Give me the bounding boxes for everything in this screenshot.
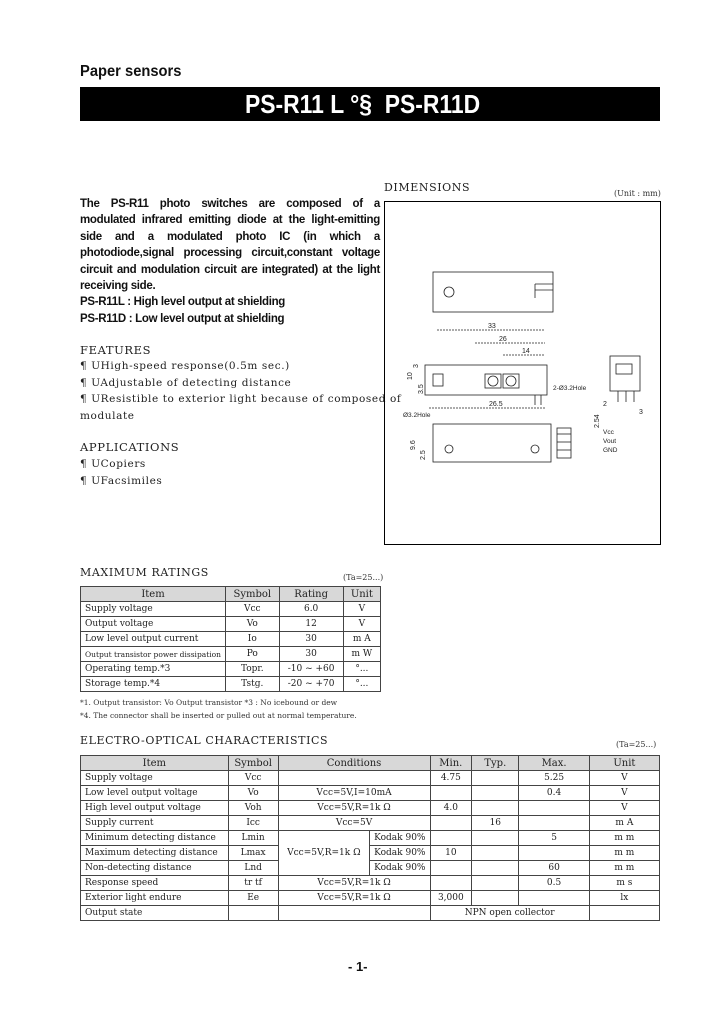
cell: Vcc=5V,R=1k Ω	[278, 831, 370, 876]
cell	[519, 846, 589, 861]
cell: V	[343, 617, 380, 632]
cell: 4.0	[430, 801, 472, 816]
intro-line: circuit and modulation circuit are integrated) at the light	[80, 263, 380, 276]
cell	[278, 906, 430, 921]
cell: Topr.	[226, 662, 280, 677]
cell	[519, 891, 589, 906]
table-row	[81, 662, 381, 677]
dim-3: 3	[413, 364, 420, 368]
dim-26-5: 26.5	[489, 401, 503, 408]
table-row	[81, 602, 381, 617]
intro-line: PS-R11D : Low level output at shielding	[80, 312, 285, 325]
table-row	[81, 816, 660, 831]
cell: Minimum detecting distance	[81, 831, 229, 846]
cell	[519, 816, 589, 831]
cell: Supply voltage	[81, 602, 226, 617]
cell	[430, 786, 472, 801]
table-row	[81, 906, 660, 921]
cell: V	[589, 771, 659, 786]
cell: Supply voltage	[81, 771, 229, 786]
column-header: Symbol	[228, 756, 278, 771]
cell: 5.25	[519, 771, 589, 786]
cell: Vo	[226, 617, 280, 632]
cell: Vcc=5V	[278, 816, 430, 831]
cell: Vcc=5V,R=1k Ω	[278, 876, 430, 891]
cell: Supply current	[81, 816, 229, 831]
cell	[472, 891, 519, 906]
intro-line: photodiode,signal processing circuit,constant voltage	[80, 247, 380, 260]
cell: Lnd	[228, 861, 278, 876]
table-row	[81, 861, 660, 876]
dimensions-heading: DIMENSIONS	[384, 181, 471, 194]
cell	[472, 771, 519, 786]
column-header: Item	[81, 587, 226, 602]
cell: Vcc	[228, 771, 278, 786]
eo-condition: (Ta=25...)	[616, 740, 657, 749]
cell: Non-detecting distance	[81, 861, 229, 876]
cell: °...	[343, 677, 380, 692]
cell: Operating temp.*3	[81, 662, 226, 677]
cell: m m	[589, 831, 659, 846]
cell: Response speed	[81, 876, 229, 891]
intro-paragraph	[80, 196, 380, 327]
cell: m A	[589, 816, 659, 831]
cell: 3,000	[430, 891, 472, 906]
cell: Po	[226, 647, 280, 662]
cell: V	[589, 786, 659, 801]
cell	[472, 861, 519, 876]
cell: Storage temp.*4	[81, 677, 226, 692]
feature-item: modulate	[80, 409, 135, 422]
cell: m m	[589, 846, 659, 861]
cell: Tstg.	[226, 677, 280, 692]
cell: 12	[279, 617, 343, 632]
cell: -10 ~ +60	[279, 662, 343, 677]
cell	[519, 801, 589, 816]
cell: Output voltage	[81, 617, 226, 632]
max-ratings-table	[80, 586, 381, 692]
cell: Io	[226, 632, 280, 647]
cell: Vcc=5V,I=10mA	[278, 786, 430, 801]
dim-26: 26	[499, 336, 507, 343]
pin-gnd: GND	[603, 447, 618, 454]
cell: NPN open collector	[430, 906, 589, 921]
application-item: ¶ UCopiers	[80, 458, 146, 470]
cell	[228, 906, 278, 921]
max-ratings-note: *1. Output transistor: Vo Output transistor *3 : No icebound or dew	[80, 698, 338, 707]
max-ratings-condition: (Ta=25...)	[343, 573, 384, 582]
intro-line: side and a modulated photo IC (in which a	[80, 230, 380, 243]
table-header-row	[81, 587, 381, 602]
table-row	[81, 876, 660, 891]
dim-2-54: 2.54	[594, 414, 601, 428]
table-row	[81, 846, 660, 861]
cell: lx	[589, 891, 659, 906]
cell: m A	[343, 632, 380, 647]
cell: Vcc=5V,R=1k Ω	[278, 801, 430, 816]
cell: Lmin	[228, 831, 278, 846]
cell: Kodak 90%	[370, 861, 430, 876]
title-bar	[80, 87, 660, 121]
cell: V	[589, 801, 659, 816]
dim-2: 2	[603, 401, 607, 408]
cell: 60	[519, 861, 589, 876]
page-number: - 1-	[348, 959, 368, 974]
cell	[472, 831, 519, 846]
cell: Maximum detecting distance	[81, 846, 229, 861]
cell: Output state	[81, 906, 229, 921]
pin-vcc: Vcc	[603, 429, 614, 436]
cell: m s	[589, 876, 659, 891]
application-item: ¶ UFacsimiles	[80, 474, 163, 487]
dimensions-unit: (Unit : mm)	[614, 189, 661, 198]
max-ratings-heading: MAXIMUM RATINGS	[80, 566, 209, 579]
column-header: Rating	[279, 587, 343, 602]
feature-item: ¶ UResistible to exterior light because of composed of	[80, 393, 402, 405]
column-header: Item	[81, 756, 229, 771]
dim-3b: 3	[639, 409, 643, 416]
intro-line: The PS-R11 photo switches are composed of a	[80, 198, 380, 210]
cell: Low level output current	[81, 632, 226, 647]
cell: 0.4	[519, 786, 589, 801]
table-row	[81, 617, 381, 632]
dim-10: 10	[407, 372, 414, 380]
hole2-label: Ø3.2Hole	[403, 412, 431, 419]
intro-line: PS-R11L : High level output at shielding	[80, 296, 286, 309]
cell: °...	[343, 662, 380, 677]
cell: 4.75	[430, 771, 472, 786]
category-heading: Paper sensors	[80, 63, 182, 80]
column-header: Unit	[343, 587, 380, 602]
eo-heading: ELECTRO-OPTICAL CHARACTERISTICS	[80, 734, 329, 747]
pin-vout: Vout	[603, 438, 617, 445]
dim-33: 33	[488, 323, 496, 330]
column-header: Typ.	[472, 756, 519, 771]
cell	[430, 876, 472, 891]
cell: m m	[589, 861, 659, 876]
features-list	[80, 358, 401, 424]
cell	[430, 816, 472, 831]
table-row	[81, 677, 381, 692]
cell	[278, 771, 430, 786]
column-header: Symbol	[226, 587, 280, 602]
feature-item: ¶ UAdjustable of detecting distance	[80, 376, 292, 389]
cell: 30	[279, 632, 343, 647]
cell: Ee	[228, 891, 278, 906]
column-header: Conditions	[278, 756, 430, 771]
cell: Kodak 90%	[370, 831, 430, 846]
column-header: Unit	[589, 756, 659, 771]
dim-14: 14	[522, 348, 530, 355]
cell	[430, 831, 472, 846]
cell	[472, 876, 519, 891]
column-header: Max.	[519, 756, 589, 771]
cell: Vcc=5V,R=1k Ω	[278, 891, 430, 906]
dimension-drawing	[385, 202, 660, 544]
intro-line: receiving side.	[80, 280, 156, 293]
table-row	[81, 786, 660, 801]
feature-item: ¶ UHigh-speed response(0.5m sec.)	[80, 360, 290, 372]
cell: Lmax	[228, 846, 278, 861]
table-row	[81, 831, 660, 846]
cell: Voh	[228, 801, 278, 816]
cell: 16	[472, 816, 519, 831]
cell: tr tf	[228, 876, 278, 891]
cell: Icc	[228, 816, 278, 831]
table-row	[81, 647, 381, 662]
product-title: PS-R11 L °§ PS-R11D	[245, 89, 481, 119]
applications-list	[80, 456, 162, 489]
cell: High level output voltage	[81, 801, 229, 816]
cell	[430, 861, 472, 876]
table-row	[81, 801, 660, 816]
table-row	[81, 891, 660, 906]
cell	[472, 786, 519, 801]
dimensions-drawing-frame	[384, 201, 661, 545]
cell: 10	[430, 846, 472, 861]
cell: Low level output voltage	[81, 786, 229, 801]
table-row	[81, 771, 660, 786]
dim-2-5: 2.5	[420, 450, 427, 460]
cell: 5	[519, 831, 589, 846]
cell: -20 ~ +70	[279, 677, 343, 692]
hole-label: 2-Ø3.2Hole	[553, 385, 587, 392]
dim-9-6: 9.6	[410, 440, 417, 450]
cell: 30	[279, 647, 343, 662]
cell	[472, 801, 519, 816]
eo-table	[80, 755, 660, 921]
cell: Kodak 90%	[370, 846, 430, 861]
features-heading: FEATURES	[80, 343, 152, 357]
max-ratings-note: *4. The connector shall be inserted or pulled out at normal temperature.	[80, 711, 357, 720]
cell	[472, 846, 519, 861]
table-row	[81, 632, 381, 647]
applications-heading: APPLICATIONS	[80, 440, 180, 454]
cell: Output transistor power dissipation	[81, 647, 226, 662]
cell: 0.5	[519, 876, 589, 891]
cell: Vcc	[226, 602, 280, 617]
table-header-row	[81, 756, 660, 771]
cell: Exterior light endure	[81, 891, 229, 906]
column-header: Min.	[430, 756, 472, 771]
dim-3-5: 3.5	[418, 384, 425, 394]
cell: Vo	[228, 786, 278, 801]
cell: V	[343, 602, 380, 617]
cell: 6.0	[279, 602, 343, 617]
cell	[589, 906, 659, 921]
intro-line: modulated infrared emitting diode at the light-emitting	[80, 214, 380, 227]
cell: m W	[343, 647, 380, 662]
